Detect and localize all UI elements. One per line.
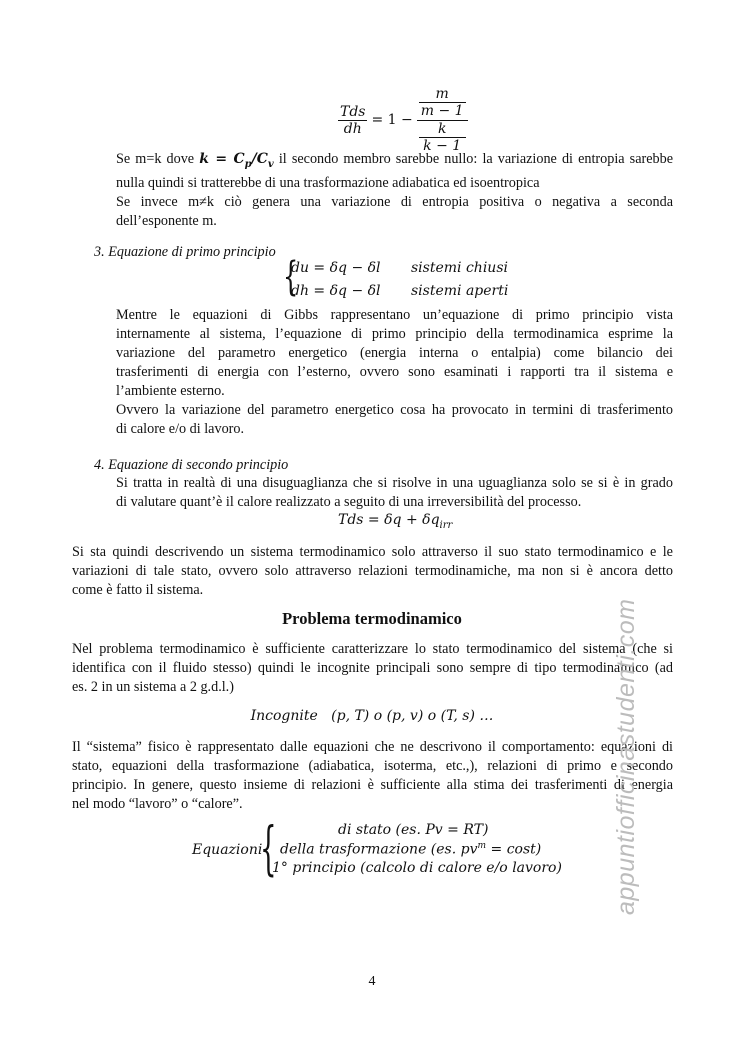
- section3-line: trasferimenti di energia con l’esterno, ovvero sono esaminati i rapporti tra il sistema e: [116, 364, 673, 380]
- equazioni-item-trasformazione: [280, 841, 541, 858]
- para4-line: stato, equazioni della trasformazione (adiabatica, isoterma, etc.,), relazioni di primo e secondo: [72, 758, 673, 774]
- section4-line: di valutare quant’è il calore realizzato a seguito di una irreversibilità del processo.: [116, 494, 582, 510]
- section3-line: Ovvero la variazione del parametro energetico cosa ha provocato in termini di trasferimento: [116, 402, 673, 418]
- tds-equation: Tds = δq + δq: [338, 512, 440, 528]
- page-number: 4: [368, 974, 376, 989]
- equation-dh: dh = δq − δl: [291, 283, 381, 299]
- para1-line4: dell’esponente m.: [116, 212, 217, 229]
- para2-line: come è fatto il sistema.: [72, 582, 204, 598]
- section4-line: Si tratta in realtà di una disuguaglianza che si risolve in una uguaglianza solo se si è in grado: [116, 475, 673, 491]
- cp-cv-ratio: $k = C_p/C_v$: [199, 151, 274, 170]
- incognite-line: Incognite (p, T) o (p, v) o (T, s) …: [250, 708, 494, 724]
- lhs-denominator: dh: [343, 120, 362, 137]
- lhs-numerator: Tds: [340, 103, 366, 120]
- section3-line: l’ambiente esterno.: [116, 383, 225, 399]
- section4-body: [116, 474, 673, 512]
- para1-line2: nulla quindi si tratterebbe di una trasformazione adiabatica ed isoentropica: [116, 174, 540, 191]
- para1-line3: Se invece m≠k ciò genera una variazione di entropia positiva o negativa a seconda: [116, 193, 673, 210]
- label-open: sistemi aperti: [411, 283, 509, 299]
- section3-heading: 3. Equazione di primo principio: [94, 244, 276, 260]
- section3-equations: [283, 254, 543, 302]
- para3: [72, 640, 673, 697]
- inner-num-top: m: [419, 86, 466, 103]
- section3-line: di calore e/o di lavoro.: [116, 421, 245, 437]
- outer-fraction: [417, 86, 468, 154]
- para4-line: nel modo “lavoro” o “calore”.: [72, 796, 243, 812]
- section3-body: [116, 306, 673, 439]
- para4: [72, 738, 673, 814]
- equazioni-system: [192, 814, 572, 884]
- inner-num-bottom: m − 1: [420, 103, 464, 119]
- text: = cost): [486, 841, 542, 858]
- para4-line: Il “sistema” fisico è rappresentato dalle equazioni che ne descrivono il comportamento: equazioni di: [72, 739, 673, 755]
- irr-subscript: irr: [439, 519, 453, 531]
- section-title: Problema termodinamico: [282, 609, 462, 628]
- para3-line: Nel problema termodinamico è sufficiente caratterizzare lo stato termodinamico del sistema (che si: [72, 641, 673, 657]
- para3-line: es. 2 in un sistema a 2 g.d.l.): [72, 679, 234, 695]
- top-formula: [338, 88, 468, 152]
- text: Se m=k dove: [116, 151, 195, 167]
- section3-line: internamente al sistema, l’equazione di primo principio della termodinamica esprime la: [116, 326, 673, 342]
- para3-line: identifica con il fluido stesso) quindi le incognite principali sono sempre di tipo termodinamico (ad: [72, 660, 673, 676]
- second-principle-equation: [338, 512, 452, 531]
- inner-den-top: k: [419, 121, 466, 138]
- lhs-fraction: [338, 104, 367, 137]
- para2-line: Si sta quindi descrivendo un sistema termodinamico solo attraverso il suo stato termodinamico e le: [72, 544, 673, 560]
- para1: [116, 150, 673, 231]
- inner-den-bottom: k − 1: [423, 138, 462, 154]
- equazioni-item-stato: di stato (es. Pv = RT): [338, 822, 489, 838]
- para2-line: variazioni di tale stato, ovvero solo attraverso relazioni termodinamiche, ma non si è ancora detto: [72, 563, 673, 579]
- section3-line: Mentre le equazioni di Gibbs rappresentano un’equazione di primo principio vista: [116, 307, 673, 323]
- equation-du: du = δq − δl: [291, 260, 381, 276]
- text: il secondo membro sarebbe nullo: la variazione di entropia sarebbe: [278, 151, 674, 167]
- section4-heading: 4. Equazione di secondo principio: [94, 457, 289, 473]
- para2: [72, 543, 673, 600]
- para4-line: principio. In genere, questo insieme di relazioni è sufficiente alla stima dei trasferimenti di energia: [72, 777, 673, 793]
- equazioni-item-primo-principio: 1° principio (calcolo di calore e/o lavoro): [272, 860, 562, 876]
- watermark: appuntiofficinastudenti.com: [612, 598, 640, 915]
- exponent: m: [477, 841, 487, 851]
- equazioni-label: Equazioni: [192, 842, 263, 858]
- left-brace: {: [283, 254, 299, 300]
- rhs-prefix: = 1 −: [371, 112, 413, 128]
- text: della trasformazione (es. pv: [280, 841, 478, 858]
- left-brace: {: [260, 814, 277, 882]
- label-closed: sistemi chiusi: [411, 260, 508, 276]
- para1-line1: [116, 150, 673, 174]
- section3-line: variazione del parametro energetico (energia interna o entalpia) come bilancio dei: [116, 345, 673, 361]
